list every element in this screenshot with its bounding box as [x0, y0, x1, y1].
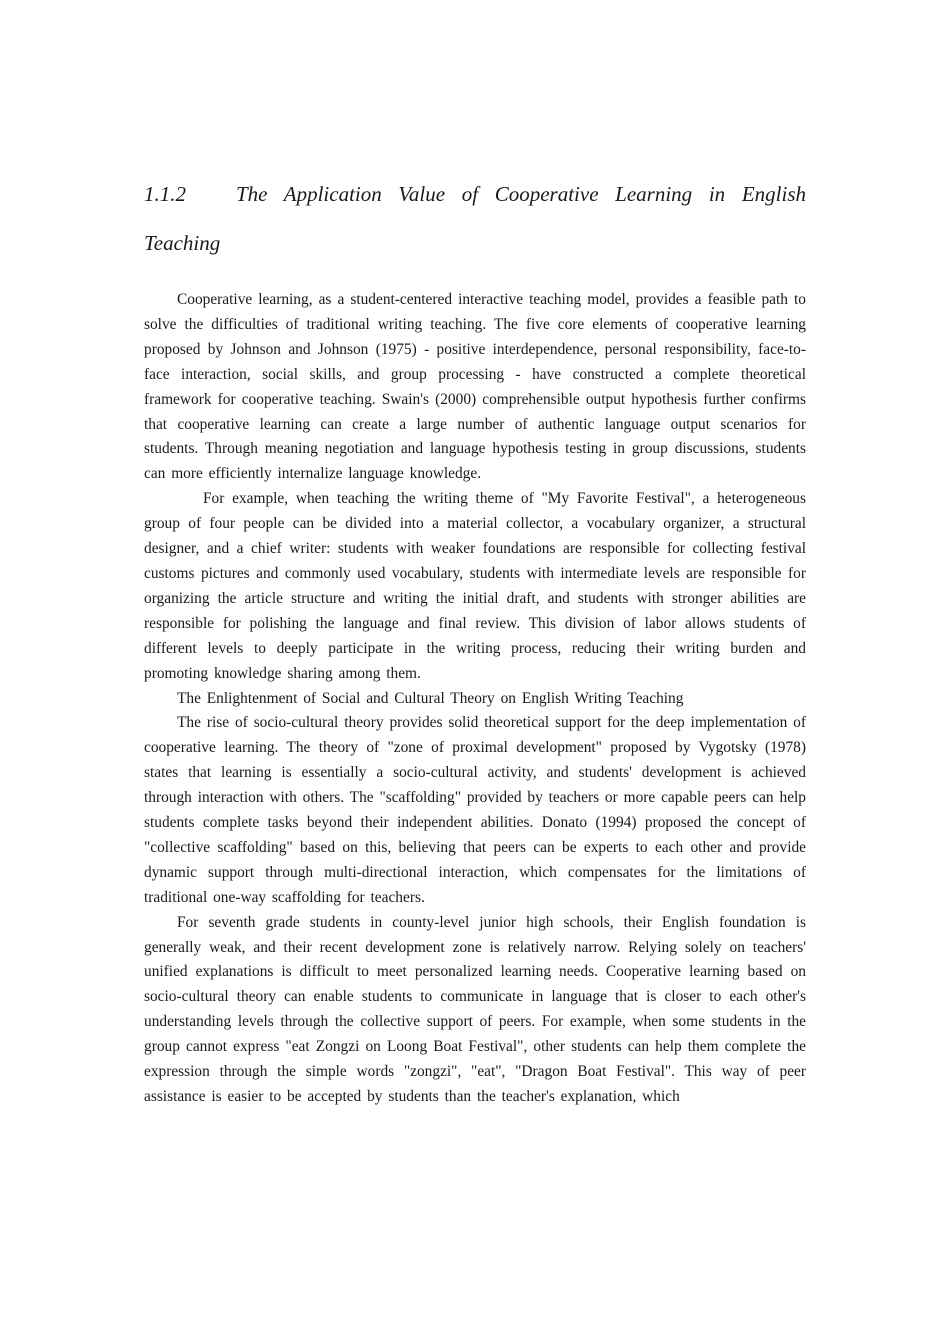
paragraph-cooperative-learning: Cooperative learning, as a student-centered interactive teaching model, provides a feasible path to solve the difficulties of traditional writing teaching. The five core elements of cooperative learning proposed by Johnson and Johnson (1975) - positive interdependence, personal responsibility, face-to-face interaction, social skills, and group processing - have constructed a complete theoretical framework for cooperative teaching. Swain's (2000) comprehensible output hypothesis further confirms that cooperative learning can create a large number of authentic language output scenarios for students. Through meaning negotiation and language hypothesis testing in group discussions, students can more efficiently internalize language knowledge.: [144, 291, 806, 483]
section-number: 1.1.2: [144, 182, 186, 206]
document-page: [144, 170, 806, 1110]
paragraph-sociocultural-theory: The rise of socio-cultural theory provides solid theoretical support for the deep implementation of cooperative learning. The theory of "zone of proximal development" proposed by Vygotsky (1978) states that learning is essentially a socio-cultural activity, and students' development is achieved through interaction with others. The "scaffolding" provided by teachers or more capable peers can help students complete tasks beyond their independent abilities. Donato (1994) proposed the concept of "collective scaffolding" based on this, believing that peers can be experts to each other and provide dynamic support through multi-directional interaction, which compensates for the limitations of traditional one-way scaffolding for teachers.: [144, 714, 806, 906]
subsection-heading: The Enlightenment of Social and Cultural Theory on English Writing Teaching: [177, 689, 684, 707]
section-title: The Application Value of Cooperative Learning in English Teaching: [144, 182, 807, 255]
paragraph-seventh-grade: For seventh grade students in county-level junior high schools, their English foundation is generally weak, and their recent development zone is relatively narrow. Relying solely on teachers' unified explanations is difficult to meet personalized learning needs. Cooperative learning based on socio-cultural theory can enable students to communicate in language that is closer to each other's understanding levels through the collective support of peers. For example, when some students in the group cannot express "eat Zongzi on Loong Boat Festival", other students can help them complete the expression through the simple words "zongzi", "eat", "Dragon Boat Festival". This way of peer assistance is easier to be accepted by students than the teacher's explanation, which: [144, 913, 806, 1105]
section-heading: [144, 170, 806, 268]
paragraph-festival-example: For example, when teaching the writing theme of "My Favorite Festival", a heterogeneous group of four people can be divided into a material collector, a vocabulary organizer, a structural designer, and a chief writer: students with weaker foundations are responsible for collecting festival customs pictures and commonly used vocabulary, students with intermediate levels are responsible for organizing the article structure and writing the initial draft, and students with stronger abilities are responsible for polishing the language and final review. This division of labor allows students of different levels to deeply participate in the writing process, reducing their writing burden and promoting knowledge sharing among them.: [144, 490, 806, 682]
